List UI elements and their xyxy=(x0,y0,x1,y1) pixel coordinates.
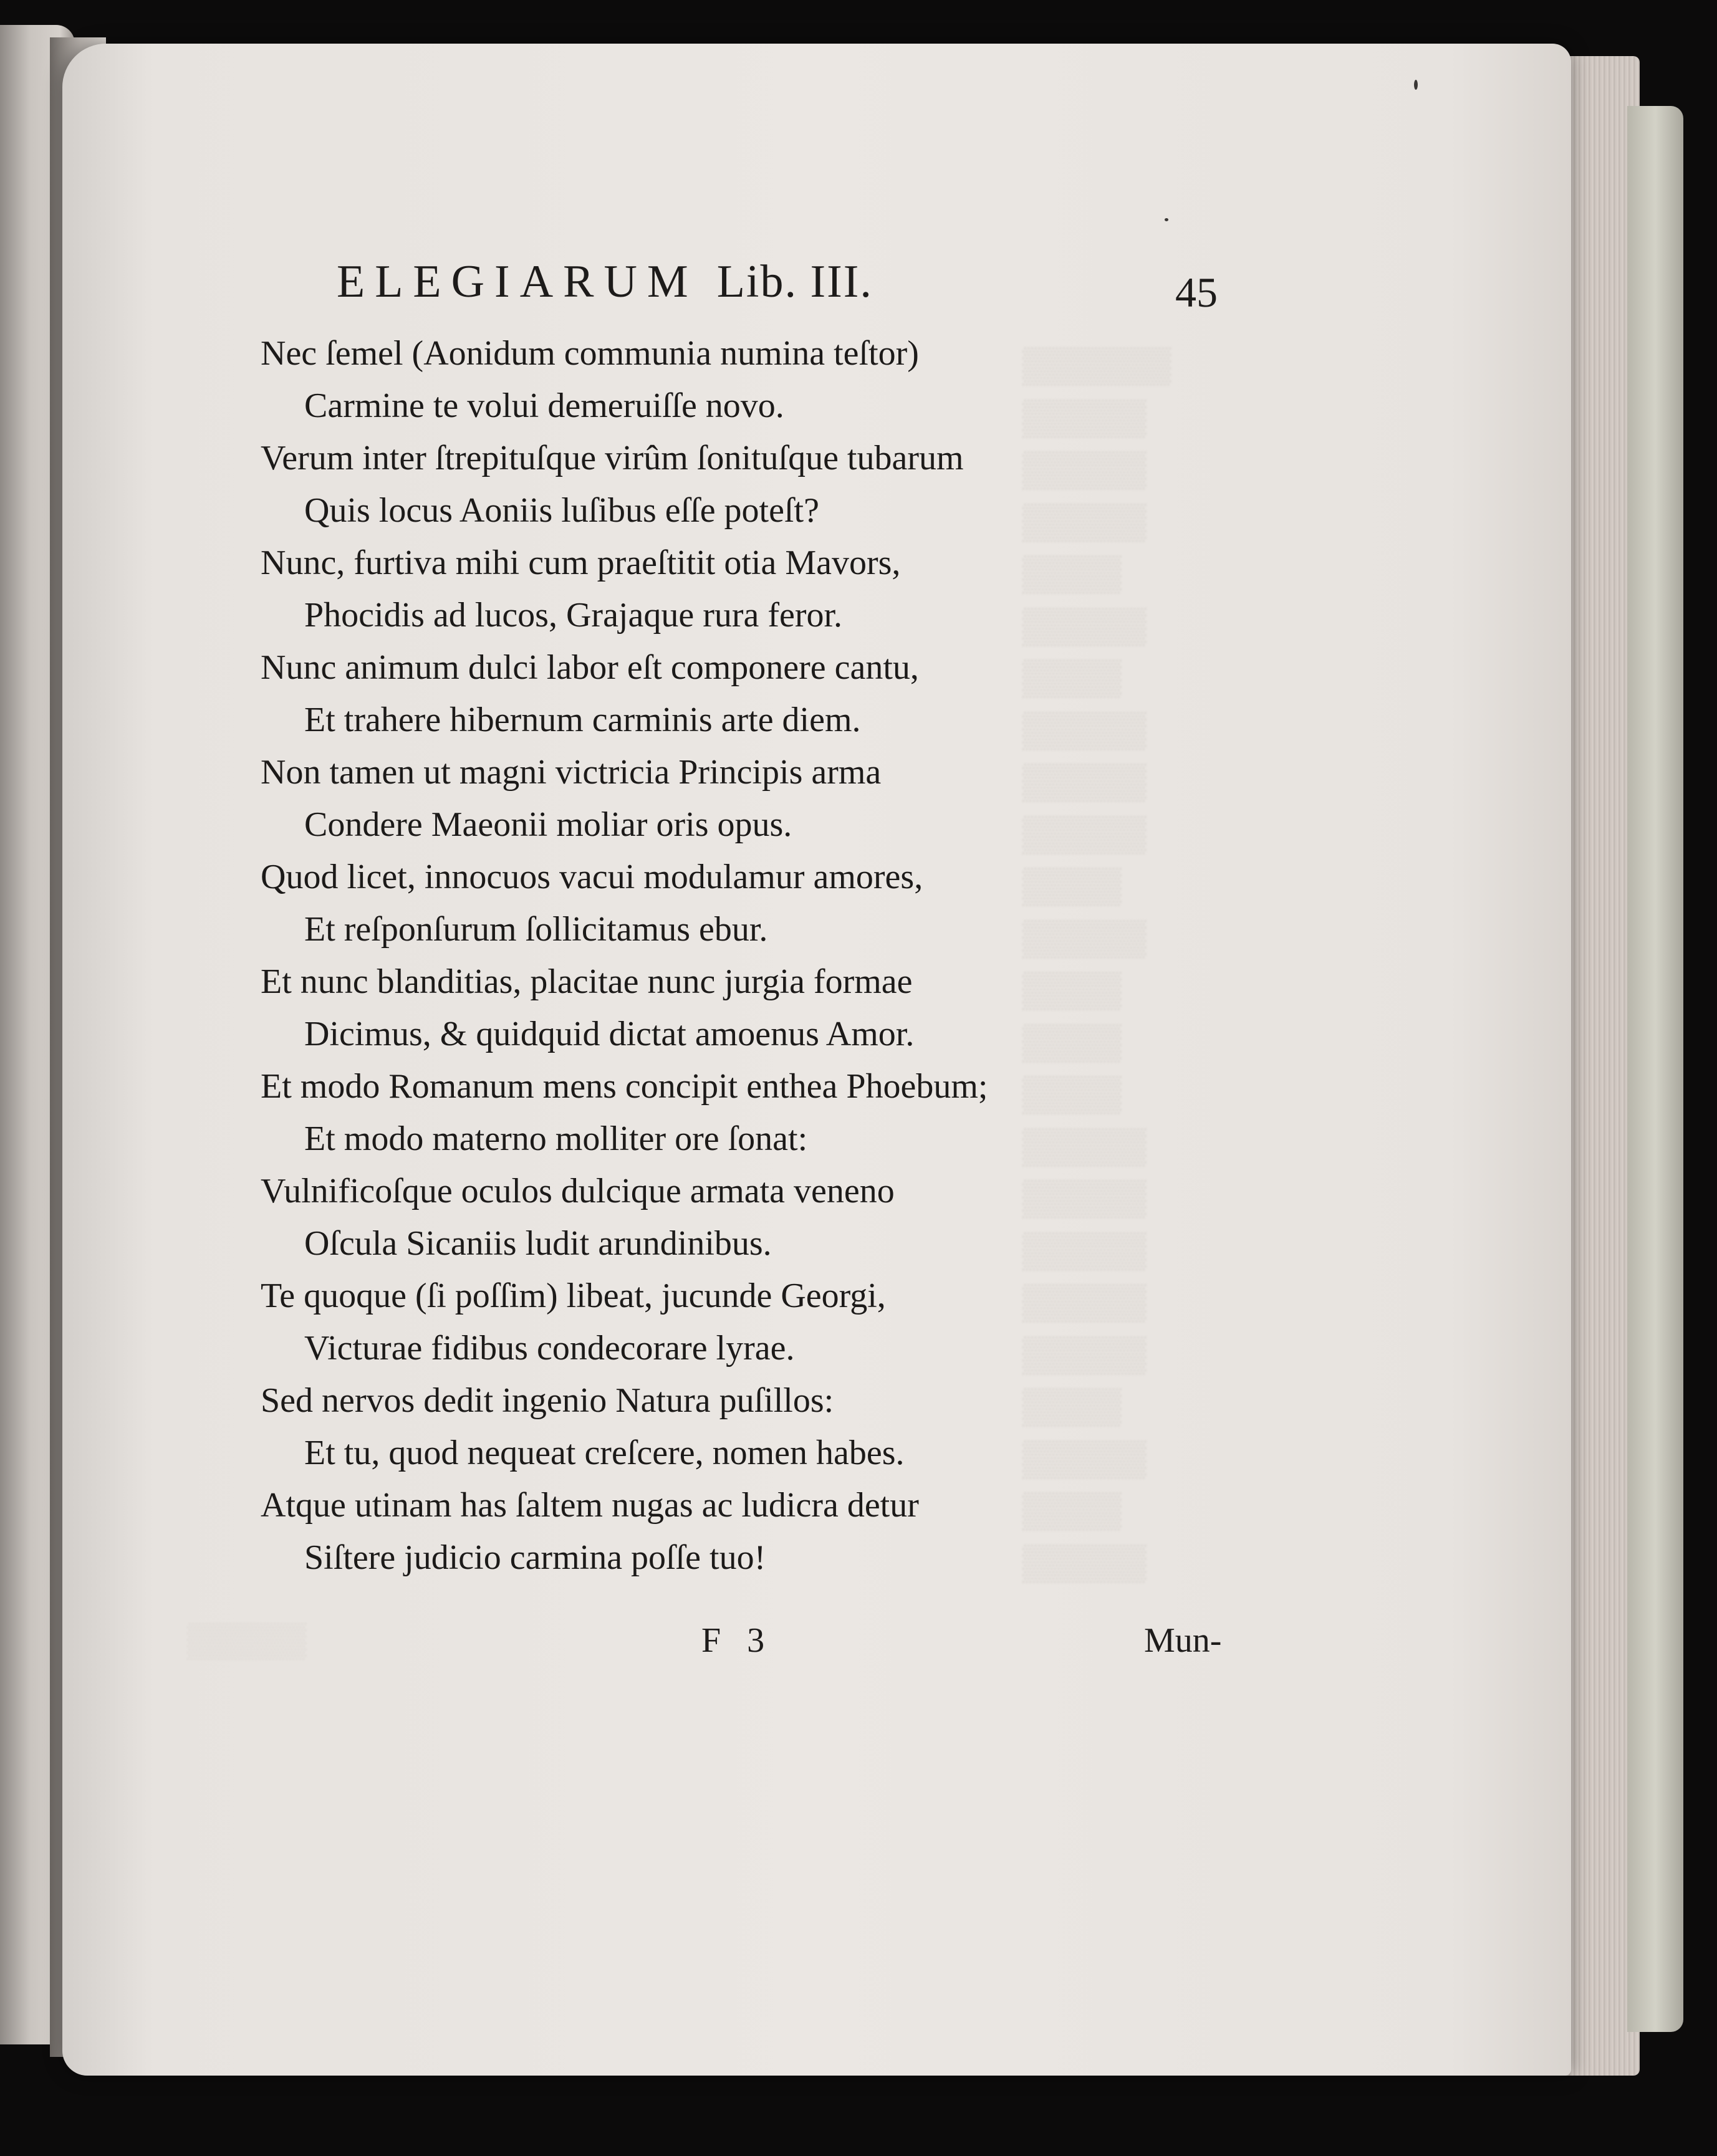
signature-mark: F 3 xyxy=(701,1621,774,1660)
verse-line: Dicimus, & quidquid dictat amoenus Amor. xyxy=(304,1015,915,1053)
catchword: Mun- xyxy=(1144,1621,1222,1660)
paper-speck xyxy=(1414,80,1418,90)
verse-line: Carmine te volui demeruiſſe novo. xyxy=(304,386,784,425)
verse-line: Non tamen ut magni victricia Principis arma xyxy=(261,753,882,792)
verse-line: Sed nervos dedit ingenio Natura puſillos: xyxy=(261,1381,834,1420)
verse-line: Et trahere hibernum carminis arte diem. xyxy=(304,701,861,739)
verse-line: Oſcula Sicaniis ludit arundinibus. xyxy=(304,1224,772,1263)
paper-speck xyxy=(1165,218,1168,221)
verse-line: Verum inter ſtrepituſque virûm ſonituſque tubarum xyxy=(261,439,964,477)
running-head-title: ELEGIARUM xyxy=(337,256,698,307)
verse-line: Quis locus Aoniis luſibus eſſe poteſt? xyxy=(304,491,819,530)
verse-line: Et modo materno molliter ore ſonat: xyxy=(304,1119,808,1158)
verso-show-through-bottom: ▒▒▒▒▒ xyxy=(187,1621,307,1659)
verse-line: Nunc animum dulci labor eſt componere cantu, xyxy=(261,648,919,687)
verso-show-through: ▒▒▒▒▒▒ ▒▒▒▒▒ ▒▒▒▒▒ ▒▒▒▒▒ ▒▒▒▒ ▒▒▒▒▒ ▒▒▒▒ ▒▒▒▒▒ ▒▒▒▒▒ ▒▒▒▒▒ ▒▒▒▒ ▒▒▒▒▒ ▒▒▒▒ ▒▒▒▒ ▒▒▒▒ ▒▒▒▒▒ ▒▒▒▒▒ ▒▒▒▒▒ ▒▒▒▒▒ ▒▒▒▒▒ ▒▒▒▒ ▒▒▒▒▒ ▒▒▒▒ ▒▒▒▒▒ xyxy=(1022,346,1171,1582)
page-number: 45 xyxy=(1175,269,1218,316)
verse-line: Et nunc blanditias, placitae nunc jurgia formae xyxy=(261,962,913,1001)
verse-line: Condere Maeonii moliar oris opus. xyxy=(304,805,792,844)
verse-line: Vulnificoſque oculos dulcique armata veneno xyxy=(261,1172,895,1210)
running-head xyxy=(337,256,1272,309)
verse-line: Et tu, quod nequeat creſcere, nomen habes. xyxy=(304,1434,905,1472)
verse-line: Te quoque (ſi poſſim) libeat, jucunde Georgi, xyxy=(261,1277,886,1315)
verse-line: Nec ſemel (Aonidum communia numina teſtor) xyxy=(261,334,919,373)
verse-line: Phocidis ad lucos, Grajaque rura feror. xyxy=(304,596,843,635)
verse-line: Quod licet, innocuos vacui modulamur amores, xyxy=(261,858,923,896)
verse-line: Et reſponſurum ſollicitamus ebur. xyxy=(304,910,768,949)
verse-line: Siſtere judicio carmina poſſe tuo! xyxy=(304,1538,766,1577)
verse-line: Victurae fidibus condecorare lyrae. xyxy=(304,1329,795,1368)
verse-line: Atque utinam has ſaltem nugas ac ludicra detur xyxy=(261,1486,919,1525)
book-cover-board xyxy=(1627,106,1683,2032)
running-head-book: Lib. III. xyxy=(716,256,873,307)
verse-line: Nunc, furtiva mihi cum praeſtitit otia Mavors, xyxy=(261,544,901,582)
elegy-verse xyxy=(261,327,1165,1584)
verse-line: Et modo Romanum mens concipit enthea Phoebum; xyxy=(261,1067,988,1106)
